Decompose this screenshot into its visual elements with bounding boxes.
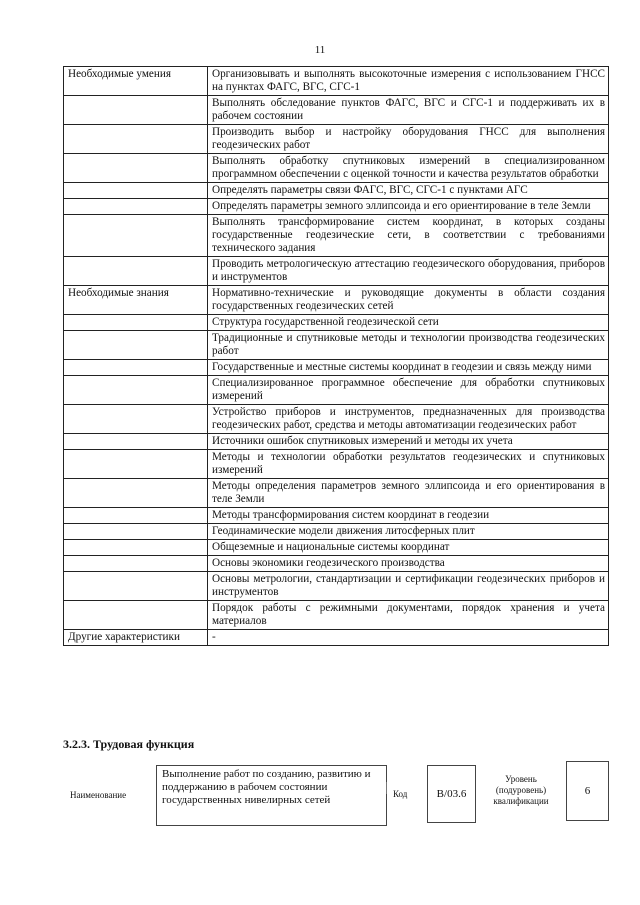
- category-label: Необходимые знания: [64, 286, 208, 315]
- category-cell: [64, 257, 208, 286]
- table-row: [64, 556, 609, 572]
- category-cell: [64, 524, 208, 540]
- requirement-item: Традиционные и спутниковые методы и технологии производства геодезических работ: [208, 331, 609, 360]
- level-label: Уровень (подуровень) квалификации: [493, 774, 549, 806]
- category-cell: [64, 125, 208, 154]
- requirement-item: Определять параметры земного эллипсоида и его ориентирование в теле Земли: [208, 199, 609, 215]
- requirement-item: Методы определения параметров земного эллипсоида и его ориентирования в теле Земли: [208, 479, 609, 508]
- requirements-table: [63, 66, 609, 646]
- table-row: [64, 360, 609, 376]
- category-cell: [64, 556, 208, 572]
- table-row: [64, 286, 609, 315]
- requirement-item: Источники ошибок спутниковых измерений и методы их учета: [208, 434, 609, 450]
- function-code-box: B/03.6: [427, 765, 476, 823]
- table-row: [64, 215, 609, 257]
- table-row: [64, 405, 609, 434]
- requirement-item: Общеземные и национальные системы координат: [208, 540, 609, 556]
- requirement-item: Определять параметры связи ФАГС, ВГС, СГС-1 с пунктами АГС: [208, 183, 609, 199]
- category-cell: [64, 479, 208, 508]
- requirement-item: Методы и технологии обработки результатов геодезических и спутниковых измерений: [208, 450, 609, 479]
- category-cell: [64, 601, 208, 630]
- table-row: [64, 315, 609, 331]
- section-heading: 3.2.3. Трудовая функция: [63, 737, 195, 751]
- category-cell: [64, 450, 208, 479]
- requirement-item: Выполнять трансформирование систем координат, в которых созданы государственные геодезические сети, в соответствии с требованиями технического задания: [208, 215, 609, 257]
- requirement-item: Устройство приборов и инструментов, предназначенных для производства геодезических работ, средства и методы автоматизации геодезических работ: [208, 405, 609, 434]
- table-row: [64, 601, 609, 630]
- qualification-level-box: 6: [566, 761, 609, 821]
- table-row: [64, 572, 609, 601]
- category-cell: [64, 215, 208, 257]
- table-row: [64, 67, 609, 96]
- table-row: [64, 199, 609, 215]
- name-label: Наименование: [70, 790, 127, 800]
- category-cell: [64, 315, 208, 331]
- requirement-item: Специализированное программное обеспечение для обработки спутниковых измерений: [208, 376, 609, 405]
- table-row: [64, 508, 609, 524]
- separator-tick: [386, 782, 387, 794]
- table-row: [64, 450, 609, 479]
- category-cell: [64, 183, 208, 199]
- requirement-item: Структура государственной геодезической сети: [208, 315, 609, 331]
- requirement-item: Основы экономики геодезического производства: [208, 556, 609, 572]
- page-number: 11: [314, 44, 326, 56]
- category-cell: [64, 508, 208, 524]
- category-cell: [64, 376, 208, 405]
- table-row: [64, 376, 609, 405]
- table-row: [64, 154, 609, 183]
- table-row: [64, 479, 609, 508]
- category-cell: [64, 154, 208, 183]
- table-row: [64, 183, 609, 199]
- requirement-item: -: [208, 630, 609, 646]
- requirement-item: Методы трансформирования систем координат в геодезии: [208, 508, 609, 524]
- category-cell: [64, 572, 208, 601]
- category-label: Другие характеристики: [64, 630, 208, 646]
- category-cell: [64, 96, 208, 125]
- category-cell: [64, 360, 208, 376]
- table-row: [64, 257, 609, 286]
- requirement-item: Основы метрологии, стандартизации и сертификации геодезических приборов и инструментов: [208, 572, 609, 601]
- table-row: [64, 125, 609, 154]
- category-label: Необходимые умения: [64, 67, 208, 96]
- table-row: [64, 331, 609, 360]
- category-cell: [64, 199, 208, 215]
- table-row: [64, 96, 609, 125]
- table-row: [64, 434, 609, 450]
- requirement-item: Нормативно-технические и руководящие документы в области создания государственных геодезических сетей: [208, 286, 609, 315]
- function-name-box: Выполнение работ по созданию, развитию и поддержанию в рабочем состоянии государственных нивелирных сетей: [156, 765, 387, 826]
- category-cell: [64, 434, 208, 450]
- table-row: [64, 540, 609, 556]
- table-row: [64, 630, 609, 646]
- requirement-item: Геодинамические модели движения литосферных плит: [208, 524, 609, 540]
- requirement-item: Выполнять обследование пунктов ФАГС, ВГС и СГС-1 и поддерживать их в рабочем состоянии: [208, 96, 609, 125]
- category-cell: [64, 405, 208, 434]
- requirement-item: Государственные и местные системы координат в геодезии и связь между ними: [208, 360, 609, 376]
- category-cell: [64, 540, 208, 556]
- requirement-item: Производить выбор и настройку оборудования ГНСС для выполнения геодезических работ: [208, 125, 609, 154]
- requirement-item: Порядок работы с режимными документами, порядок хранения и учета материалов: [208, 601, 609, 630]
- requirement-item: Выполнять обработку спутниковых измерений в специализированном программном обеспечении с оценкой точности и качества результатов обработки: [208, 154, 609, 183]
- code-label: Код: [393, 789, 408, 799]
- requirement-item: Организовывать и выполнять высокоточные измерения с использованием ГНСС на пунктах ФАГС, ВГС, СГС-1: [208, 67, 609, 96]
- table-row: [64, 524, 609, 540]
- requirement-item: Проводить метрологическую аттестацию геодезического оборудования, приборов и инструментов: [208, 257, 609, 286]
- category-cell: [64, 331, 208, 360]
